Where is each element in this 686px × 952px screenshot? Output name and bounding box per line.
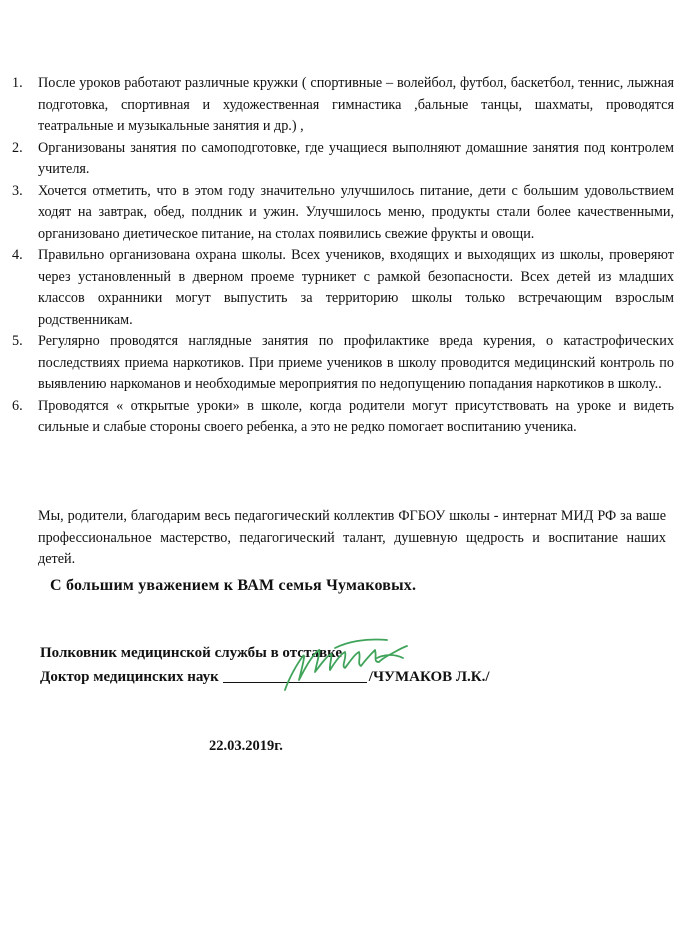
list-item-text: После уроков работают различные кружки ( спортивные – волейбол, футбол, баскетбол, теннис, лыжная подготовка, спортивная и художественная гимнастика ,бальные танцы, шахматы, проводятся театральные и музыкальные занятия и др.) , (38, 75, 674, 134)
list-item-text: Проводятся « открытые уроки» в школе, когда родители могут присутствовать на уроке и видеть сильные и слабые стороны своего ребенка, а это не редко помогает воспитанию ученика. (38, 397, 674, 435)
signer-degree: Доктор медицинских наук (40, 669, 219, 685)
numbered-list (12, 73, 674, 439)
signer-title: Полковник медицинской службы в отставке (40, 645, 343, 661)
closing-paragraph: Мы, родители, благодарим весь педагогический коллектив ФГБОУ школы - интернат МИД РФ за ваше профессиональное мастерство, педагогический талант, душевную щедрость и воспитание наших детей. (38, 508, 666, 568)
list-item-number: 3. (12, 182, 23, 199)
list-item-number: 5. (12, 333, 23, 349)
regards-line: С большим уважением к ВАМ семья Чумаковых. (50, 577, 417, 594)
list-item-text: Регулярно проводятся наглядные занятия по профилактике вреда курения, о катастрофических последствиях приема наркотиков. При приеме учеников в школу проводится медицинский контроль по выявлению наркоманов и необходимые мероприятия по недопущению попадания наркотиков в школу.. (38, 333, 674, 392)
list-item (12, 331, 674, 396)
list-item (12, 181, 674, 246)
signer-name: /ЧУМАКОВ Л.К./ (368, 669, 490, 685)
list-item (12, 73, 674, 138)
list-item (12, 396, 674, 439)
list-item-text: Организованы занятия по самоподготовке, где учащиеся выполняют домашние занятия под контролем учителя. (38, 139, 674, 177)
list-item-number: 6. (12, 397, 23, 414)
list-item-number: 4. (12, 247, 23, 263)
list-item-number: 1. (12, 75, 23, 91)
list-item-number: 2. (12, 139, 23, 156)
list-item-text: Правильно организована охрана школы. Всех учеников, входящих и выходящих из школы, проверяют через установленный в дверном проеме турникет с рамкой безопасности. Всех детей из младших классов охранники могут выпустить за территорию школы только встречающим взрослым родственникам. (38, 247, 674, 328)
list-item-text: Хочется отметить, что в этом году значительно улучшилось питание, дети с большим удовольствием ходят на завтрак, обед, полдник и ужин. Улучшилось меню, продукты стали более качественными, организовано диетическое питание, на столах появились свежие фрукты и овощи. (38, 182, 674, 242)
letter-date: 22.03.2019г. (209, 738, 283, 754)
list-item (12, 138, 674, 181)
handwritten-signature (275, 628, 450, 698)
list-item (12, 245, 674, 331)
